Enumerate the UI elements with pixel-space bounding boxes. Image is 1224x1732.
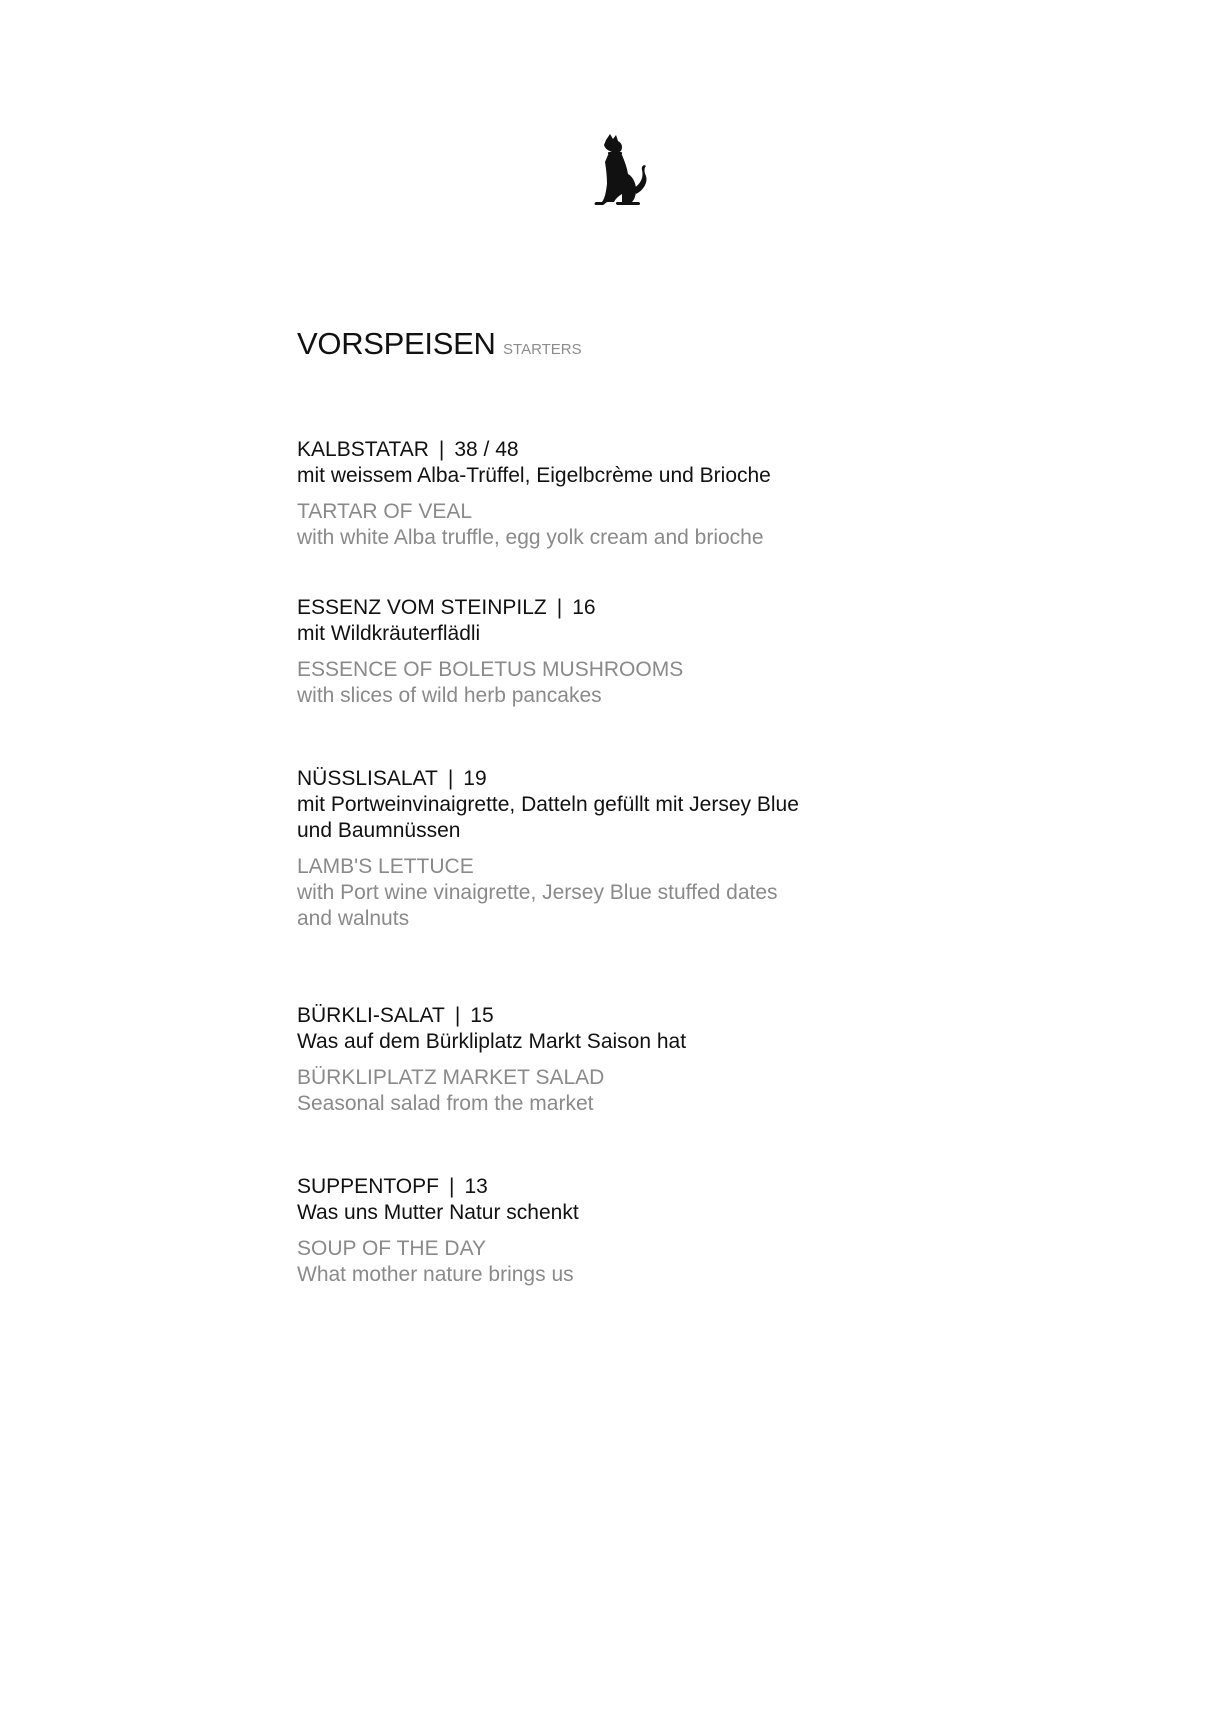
item-title-english: LAMB'S LETTUCE [297,855,474,878]
item-title: BÜRKLI-SALAT [297,1004,445,1027]
menu-item [297,1003,1157,1117]
item-title-english: TARTAR OF VEAL [297,500,473,523]
section-title: VORSPEISEN [297,326,496,361]
item-price: 38 / 48 [454,438,519,461]
item-title-english: SOUP OF THE DAY [297,1237,487,1260]
item-price: 16 [572,596,596,619]
item-description-english: with Port wine vinaigrette, Jersey Blue stuffed dates [297,881,778,904]
item-price: 19 [463,767,487,790]
item-description: Was uns Mutter Natur schenkt [297,1201,579,1224]
item-description: und Baumnüssen [297,819,461,842]
item-title-line [297,1174,1157,1200]
item-title-english: ESSENCE OF BOLETUS MUSHROOMS [297,658,684,681]
item-title-line [297,437,1157,463]
item-description-english: with slices of wild herb pancakes [297,684,602,707]
item-title-line [297,1003,1157,1029]
price-separator: | [556,596,563,619]
price-separator: | [438,438,445,461]
item-description-english: Seasonal salad from the market [297,1092,594,1115]
item-price: 15 [470,1004,494,1027]
heraldic-dog-icon [588,132,658,212]
item-title-line [297,595,1157,621]
price-separator: | [447,767,454,790]
item-description: Was auf dem Bürkliplatz Markt Saison hat [297,1030,687,1053]
item-description: mit Portweinvinaigrette, Datteln gefüllt mit Jersey Blue [297,793,799,816]
menu-item [297,437,1157,551]
menu-item [297,1174,1157,1288]
item-title: ESSENZ VOM STEINPILZ [297,596,547,619]
section-heading [297,326,582,362]
item-description-english: and walnuts [297,907,410,930]
item-price: 13 [464,1175,488,1198]
menu-item [297,766,1157,932]
menu-item [297,595,1157,709]
item-title: SUPPENTOPF [297,1175,439,1198]
item-title: KALBSTATAR [297,438,429,461]
item-description-english: with white Alba truffle, egg yolk cream and brioche [297,526,764,549]
price-separator: | [448,1175,455,1198]
item-description: mit Wildkräuterflädli [297,622,481,645]
section-subtitle: STARTERS [503,341,582,358]
item-title: NÜSSLISALAT [297,767,438,790]
item-title-english: BÜRKLIPLATZ MARKET SALAD [297,1066,605,1089]
price-separator: | [454,1004,461,1027]
item-description-english: What mother nature brings us [297,1263,574,1286]
item-description: mit weissem Alba-Trüffel, Eigelbcrème und Brioche [297,464,771,487]
item-title-line [297,766,1157,792]
